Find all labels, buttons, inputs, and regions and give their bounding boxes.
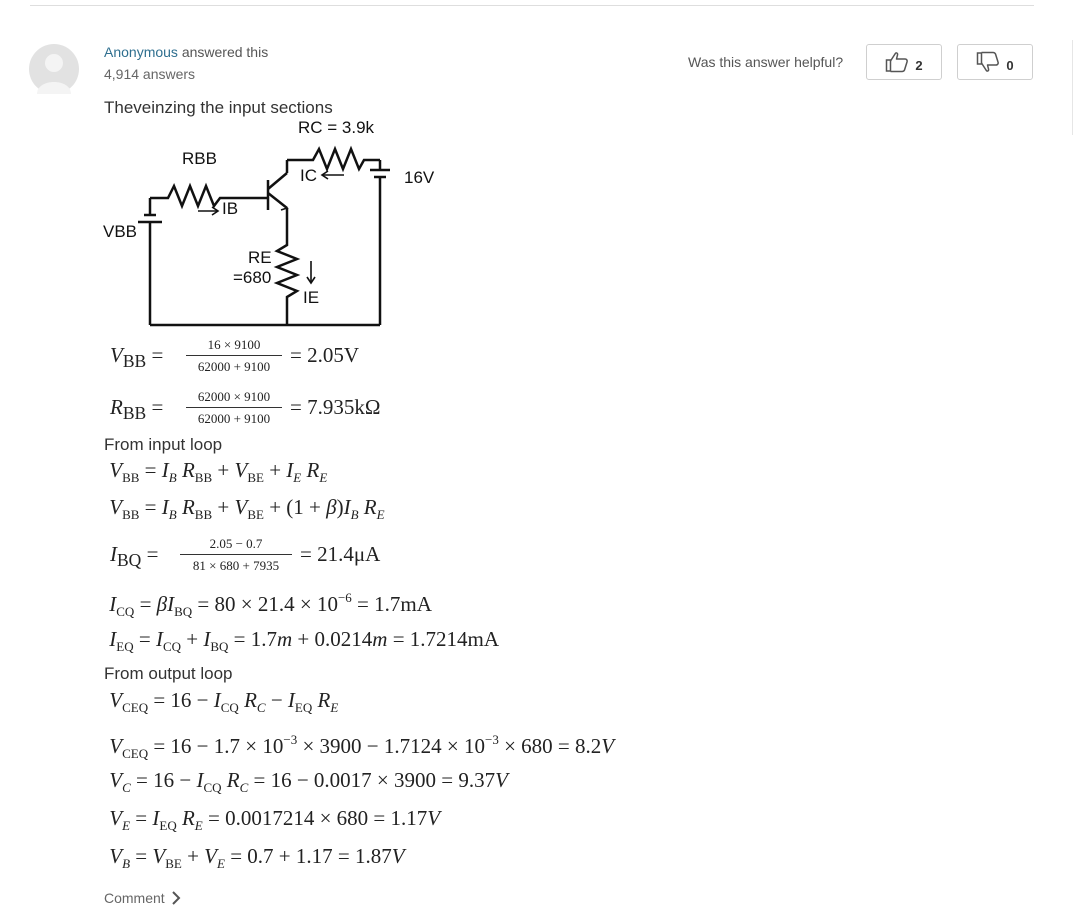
- comment-link[interactable]: [104, 890, 181, 906]
- circuit-wires: [138, 149, 390, 325]
- chevron-right-icon: [171, 891, 181, 905]
- author-link[interactable]: Anonymous: [104, 44, 178, 60]
- output-loop-equation: $V_{CEQ} = 16 - I_{CQ}$ $R_C - I_{EQ}$ $R_E$: [109, 688, 339, 715]
- vc-equation: $V_C = 16 - I_{CQ}$ $R_C = 16 - 0.0017 \times 3900 = 9.37V$: [109, 768, 508, 795]
- ibq-result: = 21.4μA: [300, 542, 381, 566]
- input-loop-label: From input loop: [104, 435, 223, 454]
- vbb-fraction: [186, 336, 282, 375]
- vbb-result: = 2.05V: [290, 343, 360, 367]
- rbb-result: = 7.935kΩ: [290, 395, 381, 419]
- ve-equation: $V_E = I_{EQ}$ $R_E = 0.0017214 \times 680 = 1.17V$: [109, 806, 441, 833]
- ib-label: IB: [222, 199, 239, 218]
- rbb-label: RBB: [182, 149, 217, 168]
- right-edge-divider: [1072, 40, 1073, 135]
- ieq-equation: $I_{EQ} = I_{CQ} + I_{BQ} = 1.7m + 0.0214m = 1.7214mA$: [109, 627, 500, 654]
- rbb-fraction: [186, 388, 282, 427]
- rbb-numerator: 62000 × 9100: [197, 389, 271, 404]
- ie-label: IE: [303, 288, 320, 307]
- rc-label: RC = 3.9k: [298, 118, 375, 137]
- vceq-value-equation: $V_{CEQ} = 16 - 1.7 \times 10^{-3} \times 3900 - 1.7124 \times 10^{-3} \times 680 = 8.2V$: [109, 732, 615, 761]
- comment-label: Comment: [104, 890, 165, 906]
- rbb-equation: $R_{BB}$ = 62000 × 9100 62000 + 9100 = 7.935kΩ: [110, 389, 381, 426]
- downvote-count: 0: [1006, 57, 1014, 73]
- vbb-label: VBB: [103, 222, 138, 241]
- thumbs-up-icon: [885, 51, 909, 73]
- ibq-denominator: 81 × 680 + 7935: [192, 558, 280, 573]
- output-loop-label: From output loop: [104, 664, 233, 683]
- re-value: =680: [233, 268, 272, 287]
- input-loop-equation-1: $V_{BB} = I_B$ $R_{BB} + V_{BE} + I_E$ $R_E$: [109, 458, 328, 485]
- rbb-denominator: 62000 + 9100: [197, 411, 271, 426]
- user-silhouette-icon: [29, 44, 79, 94]
- answer-author-line: [104, 44, 268, 60]
- upvote-count: 2: [915, 57, 923, 73]
- circuit-diagram: [100, 115, 435, 330]
- helpful-prompt: Was this answer helpful?: [688, 54, 844, 70]
- answered-text: answered this: [177, 44, 269, 60]
- icq-equation: $I_{CQ} = \beta I_{BQ} = 80 \times 21.4 \times 10^{-6} = 1.7mA$: [109, 590, 432, 619]
- ibq-equation: $I_{BQ}$ = 2.05 − 0.7 81 × 680 + 7935 = 21.4μA: [110, 536, 381, 573]
- thumbs-up-button[interactable]: [866, 44, 942, 80]
- vbb-equation: $V_{BB}$ = 16 × 9100 62000 + 9100 = 2.05V: [110, 337, 360, 374]
- supply-label: 16V: [404, 168, 435, 187]
- avatar: [29, 44, 79, 94]
- input-loop-equation-2: $V_{BB} = I_B$ $R_{BB} + V_{BE} + (1 + \beta)I_B$ $R_E$: [109, 495, 385, 522]
- answers-count: 4,914 answers: [104, 66, 196, 82]
- answer-intro: Theveinzing the input sections: [104, 98, 333, 117]
- vb-equation: $V_B = V_{BE} + V_E = 0.7 + 1.17 = 1.87V$: [109, 844, 405, 871]
- ibq-fraction: [180, 535, 292, 574]
- re-label: RE: [248, 248, 272, 267]
- thumbs-down-button[interactable]: [957, 44, 1033, 80]
- vbb-denominator: 62000 + 9100: [197, 359, 271, 374]
- thumbs-down-icon: [976, 51, 1000, 73]
- ic-label: IC: [300, 166, 317, 185]
- ibq-numerator: 2.05 − 0.7: [209, 536, 263, 551]
- vbb-numerator: 16 × 9100: [207, 337, 261, 352]
- top-divider: [30, 5, 1034, 6]
